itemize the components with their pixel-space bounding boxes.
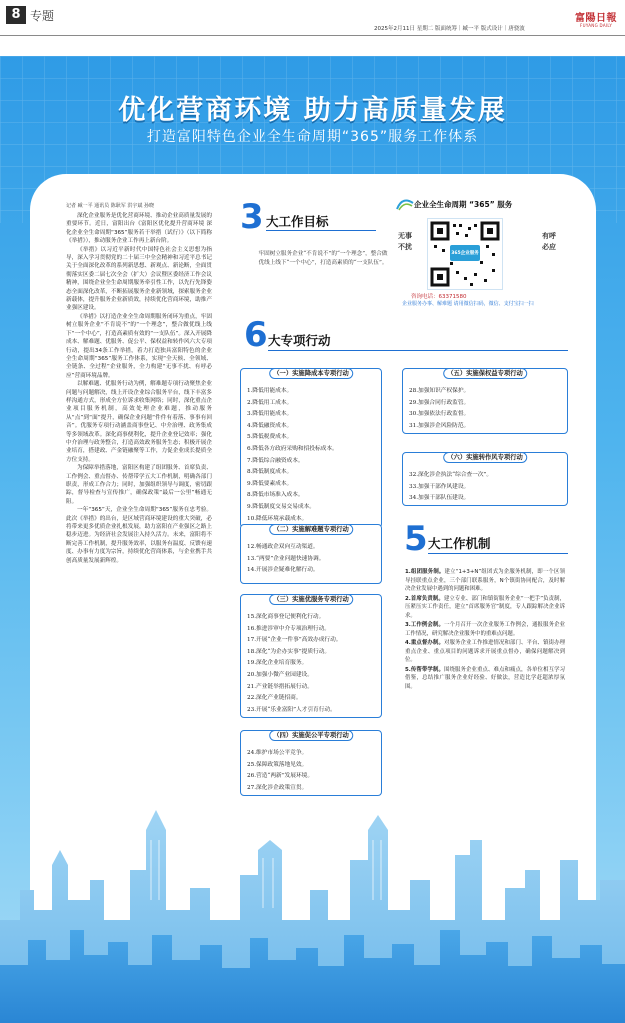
action-item: 6.降低各方政府采购和招投标成本。 bbox=[247, 445, 338, 452]
action-item: 27.深化涉企政策宣贯。 bbox=[247, 784, 308, 791]
mechanisms-number: 5 bbox=[404, 519, 428, 559]
action-box-service bbox=[240, 594, 382, 718]
action-item: 7.降低综合融资成本。 bbox=[247, 457, 304, 464]
action-box-style bbox=[402, 452, 568, 506]
action-item: 9.降低制度交易交易成本。 bbox=[247, 503, 315, 510]
article-paragraph: 《举措》以打造企业全生命周期服务闭环为重点，牢固树立服务企业“不肯说不”的“一个理念”，整合做优线上线下“一个中心”，打造高素质有效的“一支队伍”。深入开展降成本、解难题、优服务、促公平、保权益和转作风六大专项行动，提出34条工作举措，着力打造独具富阳特色的企业全生命周期“365”服务工作体系，实现“全天候、全领域、全链条、全过程”企业服务，全力构建“无事不扰、有呼必应”营商环境品牌。 bbox=[66, 313, 212, 379]
page-number: 8 bbox=[6, 6, 26, 24]
mechanisms-list bbox=[405, 568, 565, 692]
issue-meta: 2025年2月11日 星期二 版面统筹｜臧一平 版式设计｜唐骁波 bbox=[374, 26, 525, 32]
mechanism-body: 对服务企业工作推进情况和部门、平台、镇街办理重点企业、重点项目的问题诉求开展重点督办，确保问题解决到位。 bbox=[405, 640, 565, 663]
mechanism-body: 建立专业、部门和镇街服务企业“一把手”负责制，压紧压实工作责任，建立“首席服务官”制度，专人跟踪解决企业诉求。 bbox=[405, 595, 565, 619]
action-item: 2.降低用工成本。 bbox=[247, 399, 293, 406]
action-item: 8.降低制度成本。 bbox=[247, 469, 293, 476]
qr-code[interactable] bbox=[427, 218, 503, 290]
mechanism-head: 5.传帮带学制。 bbox=[405, 666, 444, 673]
actions-underline bbox=[268, 350, 568, 351]
masthead bbox=[0, 0, 625, 36]
action-box-title: （三）实施优服务专项行动 bbox=[269, 594, 353, 605]
action-item: 34.加强干部队伍建设。 bbox=[409, 495, 470, 502]
action-item: 8.降低市场准入成本。 bbox=[247, 492, 304, 499]
mechanisms-title: 大工作机制 bbox=[428, 536, 491, 551]
article-byline: 记者 臧一平 通讯员 陈耿军 洪宇斌 孙晓 bbox=[66, 203, 154, 209]
action-box-problems bbox=[240, 524, 382, 584]
mechanism-body: 建立“1+3+N”组团式为企服务机制，即一个区领导挂联重点企业，三个部门联系服务，N个镇街协同配合，及时解决企业发展中遇到的问题和困难。 bbox=[405, 569, 565, 592]
action-item: 33.加强干部作风建设。 bbox=[409, 483, 470, 490]
action-item: 13.“两要”企业问题快速协调。 bbox=[247, 555, 325, 562]
mechanism-head: 1.组团服务制。 bbox=[405, 569, 445, 575]
action-item: 14.开展涉企疑难化解行动。 bbox=[247, 567, 319, 574]
mechanism-head: 3.工作例会制。 bbox=[405, 622, 444, 628]
action-item: 29.加强合同行政监管。 bbox=[409, 399, 470, 406]
action-item: 18.深化“为企办实事”提质行动。 bbox=[247, 648, 331, 655]
mechanism-body: 一个月召开一次企业服务工作例会，通报服务企业工作情况，研究解决企业服务中的重难点问题。 bbox=[405, 622, 565, 637]
article-paragraph: 《举措》以习近平新时代中国特色社会主义思想为指导，深入学习贯彻党的二十届三中全会精神和习近平总书记关于全面深化改革的系列新思想、新观点、新论断，全面贯彻落实区委二届七次全会（扩大）会议暨区委经济工作会议精神，围绕企业全生命周期服务牵引性工作，以先行先锋姿态全面深化改革，不断拓展服务企业新领域，探索服务企业新载体，提升服务企业新质效，持续优化营商环境，助推产业强区建设。 bbox=[66, 246, 212, 312]
actions-title: 大专项行动 bbox=[268, 333, 331, 348]
mechanism-body: 围绕服务企业重点、难点和痛点，各单位相互学习借鉴，总结推广服务企业好经验、好做法，营造比学赶超浓厚氛围。 bbox=[405, 666, 565, 690]
action-item: 22.深化产业链招商。 bbox=[247, 695, 302, 702]
goals-number: 3 bbox=[240, 197, 264, 237]
action-item: 10.降低环境承载成本。 bbox=[247, 515, 308, 522]
article-paragraph: 一年“365”天，企业全生命周期“365”服务在忠考验。此次《举措》的出台，是区域营商环境建设的重大突破，必将带来更多优质企业扎根发展，助力富阳在产业强区之路上稳步迈进。为经济社会发展注入持久活力。未来，富阳将不断完善工作机制，提升服务效率，以服务有温度、反馈有速度、办事有力度为宗旨，持续优化营商体系，与企业携手共创高质量发展新辉煌。 bbox=[66, 507, 212, 564]
action-item: 31.加强涉企风险防范。 bbox=[409, 422, 470, 429]
action-item: 17.开展“企业一件事”高效办成行动。 bbox=[247, 637, 342, 644]
action-item: 15.深化商事登记便利化行动。 bbox=[247, 614, 325, 620]
article-body bbox=[66, 212, 212, 565]
action-box-title: （一）实施降成本专项行动 bbox=[269, 368, 353, 379]
action-item: 16.推进涉审中介专项治理行动。 bbox=[247, 625, 330, 632]
mechanisms-underline bbox=[428, 553, 568, 554]
newspaper-logo-sub: FUYANG DAILY bbox=[580, 23, 613, 28]
newspaper-logo: 富陽日報 bbox=[575, 13, 617, 24]
mechanism-item bbox=[405, 568, 565, 594]
page-headline: 优化营商环境 助力高质量发展 bbox=[118, 95, 507, 126]
qr-code-label: 365企业服务 bbox=[451, 251, 479, 256]
action-item: 24.维护市场公平竞争。 bbox=[247, 750, 308, 756]
qr-slogan-left: 无事不扰 bbox=[398, 231, 412, 251]
qr-hint: 企业服务办事、解难题 请用微信扫码，微信、支付宝扫一扫 bbox=[402, 301, 534, 307]
action-item: 23.开展“乐业富阳”人才引育行动。 bbox=[247, 706, 336, 713]
article-paragraph: 为保障举措落地，富阳区构建了组团服务、首席负责、工作例会、重点督办、传帮带学五大工作机制，明确各部门职责，形成工作合力；同时，加强组织领导与调度，密切跟踪，督导检查与宣传推广，确保政策“最后一公里”畅通无阻。 bbox=[66, 465, 212, 505]
mechanism-item bbox=[405, 595, 565, 621]
action-item: 20.加强小微产业园建设。 bbox=[247, 671, 313, 678]
article-paragraph: 以解难题、优服务行动为例，解难题专项行动聚焦企业问题与问题解决，线上开设企业综合服务平台，线下丰富多样沟通方式，形成全方位诉求收集网络；同时，深化重点企业项目服务机制，高效处理企业难题，推动服务从“点”到“面”提升，确保企业问题“件件有着落、事事有回音”。优服务专项行动涵盖商事登记、中介治理、政务集成等多领域改革。深化商事便利化，提升企业登记效率；强化中介治理与政务整合，打造高效政务服务生态；积极开展企业培育，搭建政、产金链融聚等工作，力促企业成长提质全方位支持。 bbox=[66, 381, 212, 463]
qr-phone: 咨询电话：63371580 bbox=[411, 294, 467, 300]
action-box-rights bbox=[402, 368, 568, 434]
action-box-title: （二）实施解难题专项行动 bbox=[269, 524, 353, 535]
action-box-title: （四）实施促公平专项行动 bbox=[269, 730, 353, 741]
action-item: 30.加强依法行政监督。 bbox=[409, 411, 470, 418]
goals-underline bbox=[266, 230, 376, 231]
action-item: 1.降低用能成本。 bbox=[247, 388, 293, 394]
action-box-title: （五）实施保权益专项行动 bbox=[443, 368, 527, 379]
mechanism-item bbox=[405, 666, 565, 692]
qr-block bbox=[394, 196, 570, 316]
actions-number: 6 bbox=[244, 315, 268, 355]
city-skyline-image bbox=[0, 770, 625, 1023]
action-item: 25.保障政策落地见效。 bbox=[247, 761, 308, 768]
action-item: 4.降低融资成本。 bbox=[247, 422, 293, 429]
action-item: 32.深化涉企执法“综合查一次”。 bbox=[409, 472, 493, 478]
page-subheadline: 打造富阳特色企业全生命周期“365”服务工作体系 bbox=[146, 129, 479, 145]
action-box-title: （六）实施转作风专项行动 bbox=[443, 452, 527, 463]
action-item: 19.深化企业培育服务。 bbox=[247, 660, 308, 667]
goals-quote: 牢固树立服务企业“不肯说不”的“一个理念”，整合做优线上线下“一个中心”，打造高素质的“一支队伍”。 bbox=[258, 251, 388, 266]
action-item: 28.加强知识产权保护。 bbox=[409, 388, 470, 394]
article-paragraph: 深化企业服务是优化营商环境、推动企业高质量发展的重要环节。近日，富阳出台《富阳区优化提升营商环境 深化企业全生命周期“365”服务若干举措（试行）》（以下简称《举措》），推动服务企业工作再上新台阶。 bbox=[66, 213, 212, 245]
mechanism-head: 4.重点督办制。 bbox=[405, 640, 444, 646]
mechanism-head: 2.首席负责制。 bbox=[405, 595, 444, 602]
service-logo-icon bbox=[395, 197, 415, 212]
section-name: 专题 bbox=[30, 9, 55, 23]
action-item: 5.降低税费成本。 bbox=[247, 434, 293, 441]
mechanism-item bbox=[405, 621, 565, 638]
action-box-cost bbox=[240, 368, 382, 528]
action-item: 3.降低用能成本。 bbox=[247, 411, 293, 418]
qr-slogan-right: 有呼必应 bbox=[542, 231, 556, 251]
action-item: 21.产业链举措拓展行动。 bbox=[247, 683, 313, 690]
action-item: 26.营造“两新”发展环境。 bbox=[247, 773, 314, 780]
goals-title: 大工作目标 bbox=[266, 214, 329, 229]
action-item: 9.降低要素成本。 bbox=[247, 480, 293, 487]
mechanism-item bbox=[405, 639, 565, 665]
action-item: 12.畅通政企双向互动渠道。 bbox=[247, 544, 319, 550]
qr-heading: 企业全生命周期 “365” 服务 bbox=[414, 200, 513, 209]
